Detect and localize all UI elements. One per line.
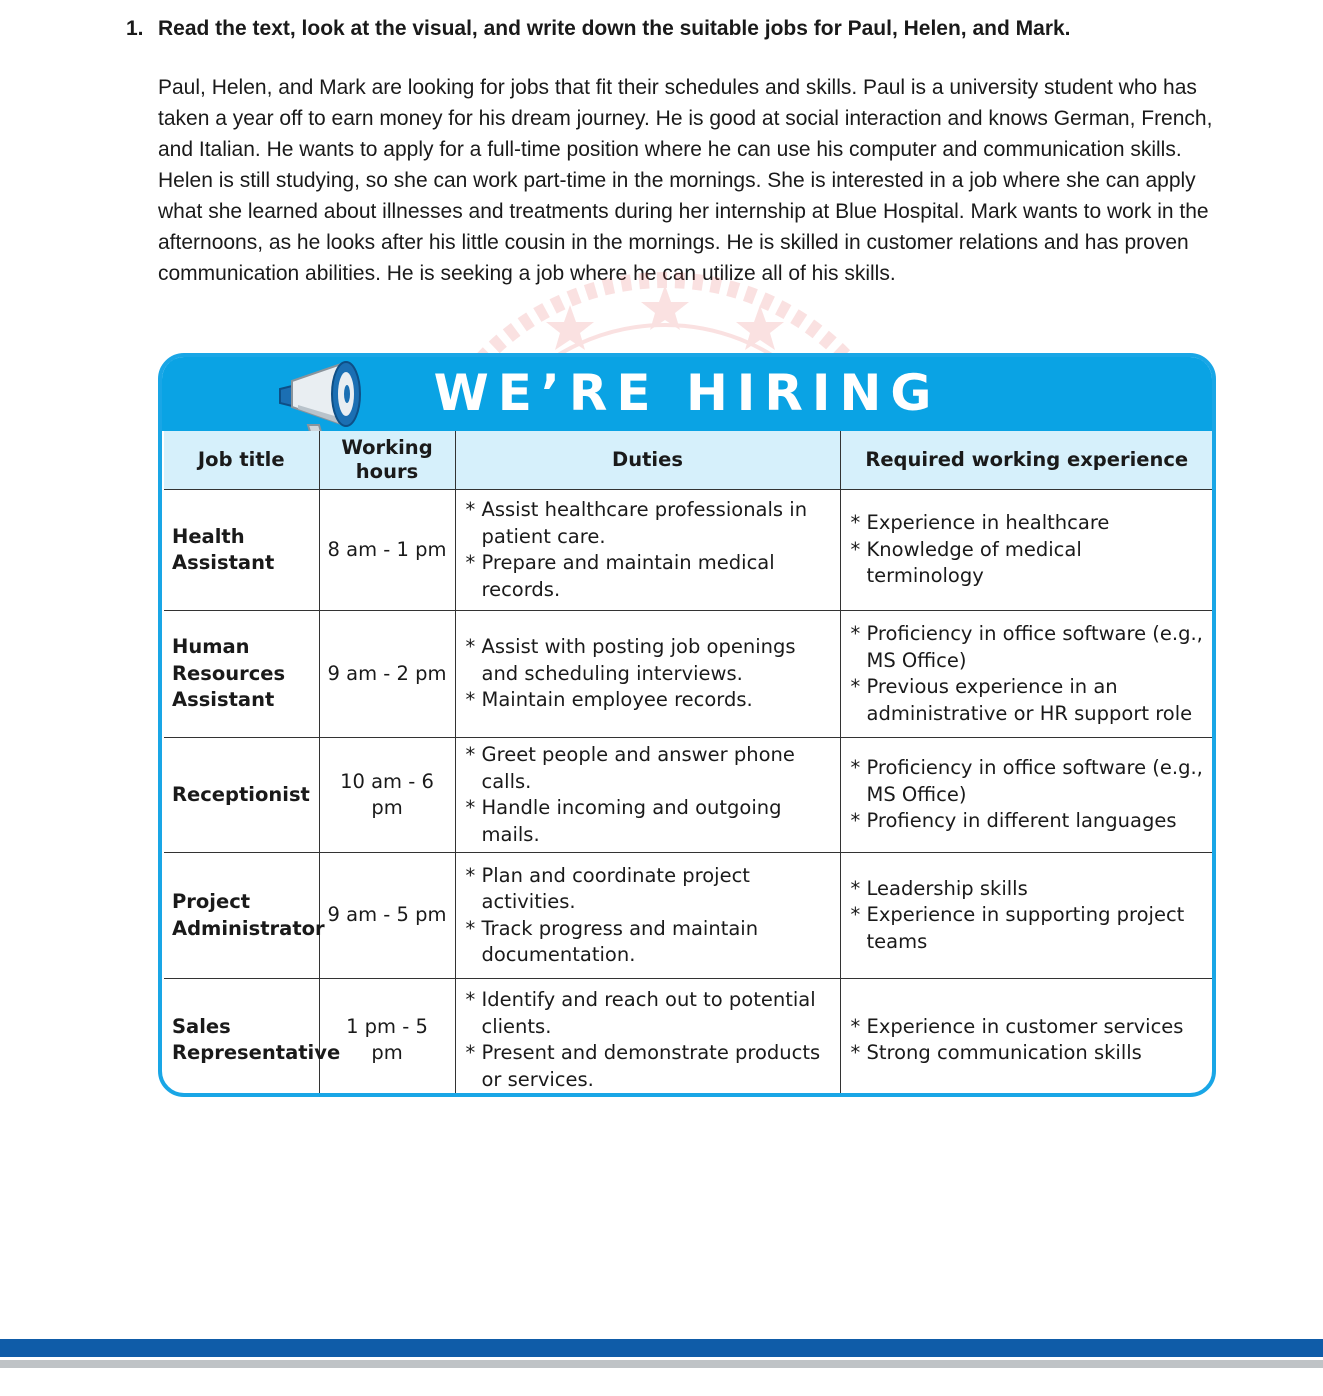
experience-cell [840,738,1213,853]
experience-item: * Strong communication skills [849,1040,1206,1067]
experience-item: * Profiency in different languages [849,808,1206,835]
reading-passage: Paul, Helen, and Mark are looking for jobs that fit their schedules and skills. Paul is a university student who has taken a year off to earn money for his dream journey. He is good at social interaction and knows German, French, and Italian. He wants to apply for a full-time position where he can use his computer and communication skills. Helen is still studying, so she can work part-time in the mornings. She is interested in a job where she can apply what she learned about illnesses and treatments during her internship at Blue Hospital. Mark wants to work in the afternoons, as he looks after his little cousin in the mornings. He is skilled in customer relations and has proven communication abilities. He is seeking a job where he can utilize all of his skills. [158,76,1213,285]
duties-cell [455,738,840,853]
table-row [164,979,1213,1098]
column-header-duties: Duties [455,431,840,490]
footer-rule [0,1360,1323,1368]
duty-item: * Plan and coordinate project activities. [464,863,832,916]
column-header-experience: Required working experience [840,431,1213,490]
working-hours-cell: 9 am - 2 pm [319,611,455,738]
hiring-title: WE’RE HIRING [433,364,941,422]
duty-item: * Prepare and maintain medical records. [464,550,832,603]
job-title-cell: Human Resources Assistant [164,611,319,738]
column-header-working-hours: Working hours [319,431,455,490]
job-title-cell: Health Assistant [164,490,319,611]
column-header-job-title: Job title [164,431,319,490]
experience-cell [840,611,1213,738]
experience-item: * Proficiency in office software (e.g., MS Office) [849,621,1206,674]
duty-item: * Greet people and answer phone calls. [464,742,832,795]
table-header-row [164,431,1213,490]
working-hours-cell: 8 am - 1 pm [319,490,455,611]
duty-item: * Track progress and maintain documentation. [464,916,832,969]
duty-item: * Maintain employee records. [464,687,832,714]
duties-cell [455,853,840,979]
question-number: 1. [126,17,144,40]
duty-item: * Present and demonstrate products or services. [464,1040,832,1093]
question-text: Read the text, look at the visual, and write down the suitable jobs for Paul, Helen, and Mark. [158,17,1071,40]
duty-item: * Handle incoming and outgoing mails. [464,795,832,848]
table-row [164,490,1213,611]
duties-cell [455,490,840,611]
experience-item: * Proficiency in office software (e.g., MS Office) [849,755,1206,808]
footer-bar [0,1339,1323,1357]
experience-cell [840,853,1213,979]
experience-item: * Previous experience in an administrative or HR support role [849,674,1206,727]
duty-item: * Assist healthcare professionals in patient care. [464,497,832,550]
table-row [164,738,1213,853]
job-title-cell: Sales Representative [164,979,319,1098]
question-heading [126,16,1246,42]
duty-item: * Assist with posting job openings and scheduling interviews. [464,634,832,687]
experience-cell [840,490,1213,611]
experience-item: * Experience in customer services [849,1014,1206,1041]
experience-item: * Knowledge of medical terminology [849,537,1206,590]
duties-cell [455,979,840,1098]
duty-item: * Identify and reach out to potential clients. [464,987,832,1040]
working-hours-cell: 9 am - 5 pm [319,853,455,979]
table-row [164,611,1213,738]
job-title-cell: Project Administrator [164,853,319,979]
working-hours-cell: 10 am - 6 pm [319,738,455,853]
hiring-card [158,353,1216,1097]
duties-cell [455,611,840,738]
experience-item: * Leadership skills [849,876,1206,903]
table-row [164,853,1213,979]
experience-item: * Experience in healthcare [849,510,1206,537]
experience-item: * Experience in supporting project teams [849,902,1206,955]
working-hours-cell: 1 pm - 5 pm [319,979,455,1098]
jobs-table [164,431,1213,1097]
job-title-cell: Receptionist [164,738,319,853]
experience-cell [840,979,1213,1098]
